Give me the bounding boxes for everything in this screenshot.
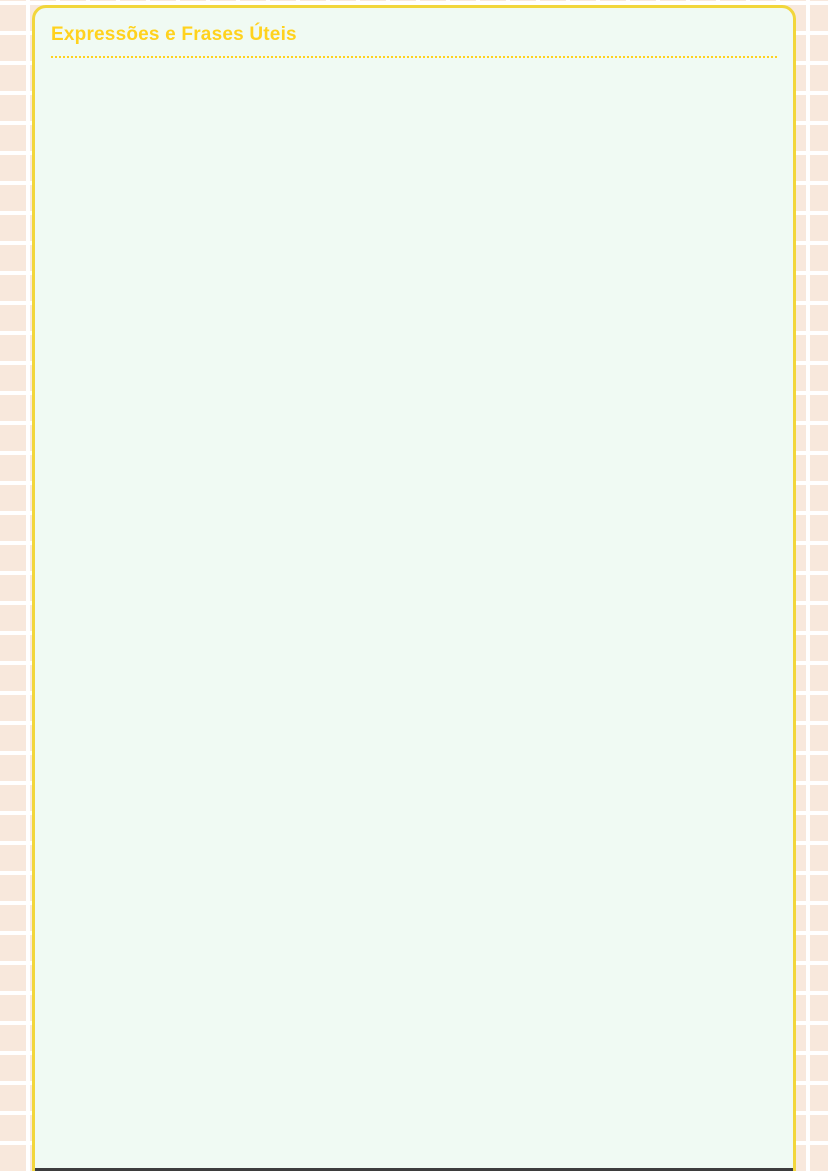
notes-card [32, 5, 796, 1171]
page-title: Expressões e Frases Úteis [51, 22, 777, 58]
